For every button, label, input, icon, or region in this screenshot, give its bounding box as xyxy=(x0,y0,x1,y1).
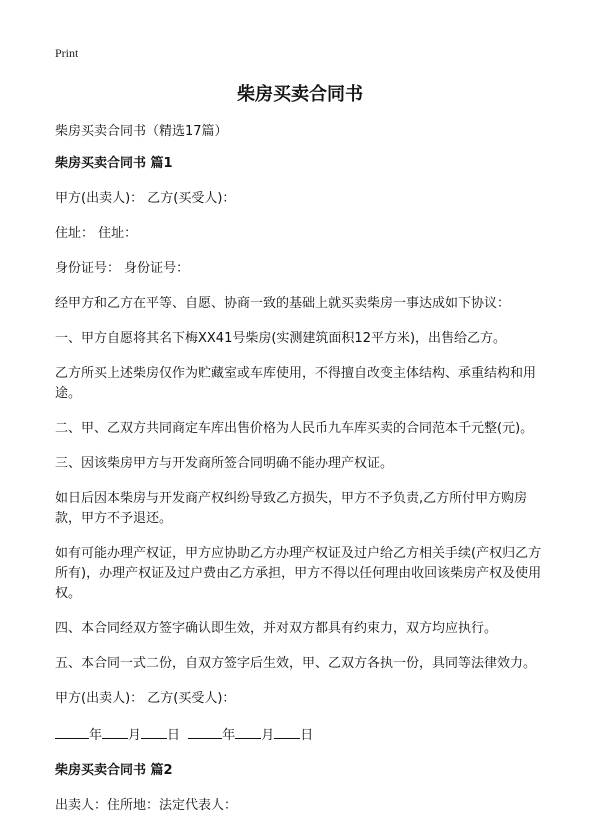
print-link[interactable]: Print xyxy=(55,46,79,60)
page-title: 柴房买卖合同书 xyxy=(237,84,363,105)
year-blank-1 xyxy=(55,724,89,739)
year-blank-2 xyxy=(188,724,222,739)
paragraph: 四、本合同经双方签字确认即生效，并对双方都具有约束力，双方均应执行。 xyxy=(55,621,498,636)
paragraph: 一、甲方自愿将其名下梅XX41号柴房(实测建筑面积12平方米)，出售给乙方。 xyxy=(55,331,507,346)
year-label: 年 xyxy=(89,728,103,743)
paragraph: 五、本合同一式二份，自双方签字后生效，甲、乙双方各执一份，具同等法律效力。 xyxy=(55,656,537,671)
document-subtitle: 柴房买卖合同书（精选17篇） xyxy=(55,124,228,139)
paragraph: 身份证号： 身份证号： xyxy=(55,261,190,276)
section-heading-1: 柴房买卖合同书 篇1 xyxy=(55,156,173,171)
section-heading-2: 柴房买卖合同书 篇2 xyxy=(55,763,173,778)
document-body xyxy=(55,122,550,831)
year-label: 年 xyxy=(222,728,236,743)
paragraph: 甲方(出卖人)： 乙方(买受人)： xyxy=(55,191,236,206)
paragraph: 二、甲、乙双方共同商定车库出售价格为人民币九车库买卖的合同范本千元整(元)。 xyxy=(55,421,534,436)
paragraph: 如日后因本柴房与开发商产权纠纷导致乙方损失，甲方不予负责,乙方所付甲方购房款，甲方不予退还。 xyxy=(55,491,528,526)
date-line xyxy=(55,724,550,746)
paragraph: 出卖人：住所地：法定代表人： xyxy=(55,798,238,813)
month-label: 月 xyxy=(261,728,275,743)
paragraph: 乙方所买上述柴房仅作为贮藏室或车库使用，不得擅自改变主体结构、承重结构和用途。 xyxy=(55,366,537,401)
day-label: 日 xyxy=(300,728,314,743)
paragraph: 如有可能办理产权证，甲方应协助乙方办理产权证及过户给乙方相关手续(产权归乙方所有)，办理产权证及过户费由乙方承担，甲方不得以任何理由收回该柴房产权及使用权。 xyxy=(55,546,542,601)
paragraph: 甲方(出卖人)： 乙方(买受人)： xyxy=(55,691,236,706)
day-label: 日 xyxy=(167,728,181,743)
paragraph: 住址： 住址： xyxy=(55,226,138,241)
month-blank-2 xyxy=(235,724,261,739)
day-blank-2 xyxy=(274,724,300,739)
month-blank-1 xyxy=(102,724,128,739)
paragraph: 三、因该柴房甲方与开发商所签合同明确不能办理产权证。 xyxy=(55,456,394,471)
month-label: 月 xyxy=(128,728,142,743)
day-blank-1 xyxy=(141,724,167,739)
paragraph: 经甲方和乙方在平等、自愿、协商一致的基础上就买卖柴房一事达成如下协议： xyxy=(55,296,511,311)
